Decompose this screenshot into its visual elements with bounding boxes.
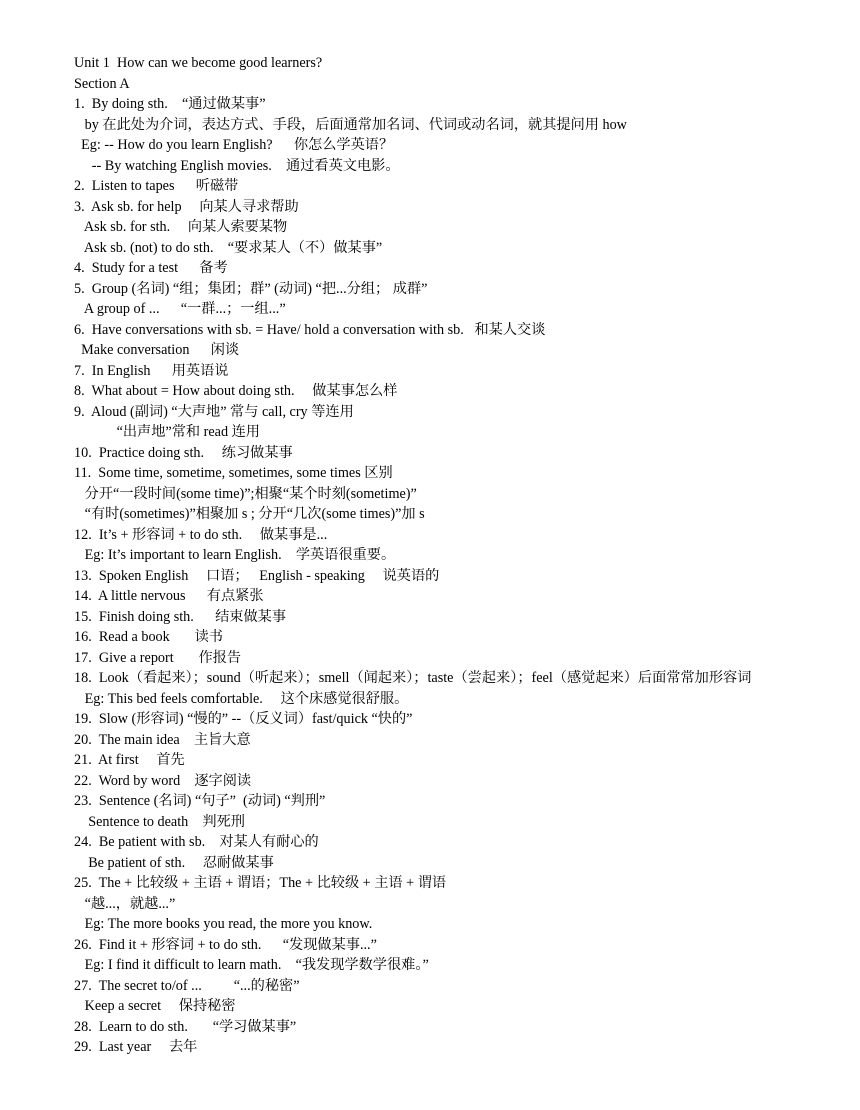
text-line: 12. It’s + 形容词 + to do sth. 做某事是... xyxy=(74,526,328,543)
text-line: by 在此处为介词，表达方式、手段，后面通常加名词、代词或动名词，就其提问用 how xyxy=(74,116,627,133)
section-heading: Section A xyxy=(74,75,130,92)
text-line: Eg: I find it difficult to learn math. “我发现学数学很难。” xyxy=(74,957,429,973)
text-line: “有时(sometimes)”相聚加 s ; 分开“几次(some times)”加 s xyxy=(74,506,425,522)
text-line: 17. Give a report 作报告 xyxy=(74,649,242,666)
text-line: 22. Word by word 逐字阅读 xyxy=(74,772,252,789)
text-line: Make conversation 闲谈 xyxy=(74,342,240,358)
text-line: 29. Last year 去年 xyxy=(74,1039,198,1055)
text-line: 21. At first 首先 xyxy=(74,752,185,768)
text-line: 27. The secret to/of ... “...的秘密” xyxy=(74,977,300,994)
text-line: 4. Study for a test 备考 xyxy=(74,260,228,276)
text-line: Be patient of sth. 忍耐做某事 xyxy=(74,854,274,871)
text-line: 7. In English 用英语说 xyxy=(74,362,229,379)
text-line: 14. A little nervous 有点紧张 xyxy=(74,588,264,604)
text-line: 16. Read a book 读书 xyxy=(74,629,223,645)
text-line: 8. What about = How about doing sth. 做某事怎么样 xyxy=(74,383,398,399)
text-line: 3. Ask sb. for help 向某人寻求帮助 xyxy=(74,198,299,215)
text-line: “出声地”常和 read 连用 xyxy=(74,424,260,440)
text-line: 26. Find it + 形容词 + to do sth. “发现做某事...” xyxy=(74,936,377,953)
text-line: 分开“一段时间(some time)”;相聚“某个时刻(sometime)” xyxy=(74,485,417,502)
text-line: 28. Learn to do sth. “学习做某事” xyxy=(74,1018,297,1035)
text-line: 25. The + 比较级 + 主语 + 谓语；The + 比较级 + 主语 + 谓语 xyxy=(74,875,447,891)
text-line: 6. Have conversations with sb. = Have/ hold a conversation with sb. 和某人交谈 xyxy=(74,321,546,338)
text-line: Sentence to death 判死刑 xyxy=(74,813,245,830)
text-line: 19. Slow (形容词) “慢的” --（反义词）fast/quick “快的” xyxy=(74,711,413,727)
text-line: 11. Some time, sometime, sometimes, some times 区别 xyxy=(74,465,393,481)
text-line: 5. Group (名词) “组；集团；群” (动词) “把...分组； 成群” xyxy=(74,280,428,297)
text-line: 20. The main idea 主旨大意 xyxy=(74,731,251,748)
text-line: 23. Sentence (名词) “句子” (动词) “判刑” xyxy=(74,793,326,809)
text-line: Eg: The more books you read, the more you know. xyxy=(74,916,373,932)
text-line: Eg: It’s important to learn English. 学英语很重要。 xyxy=(74,547,396,563)
text-line: 9. Aloud (副词) “大声地” 常与 call, cry 等连用 xyxy=(74,403,354,420)
text-line: 13. Spoken English 口语； English - speaking 说英语的 xyxy=(74,567,440,584)
text-line-wrapped: 18. Look（看起来）；sound（听起来）；smell（闻起来）；taste（尝起来）；feel（感觉起来）后面常常加形容词 xyxy=(74,670,752,686)
text-line: Ask sb. (not) to do sth. “要求某人（不）做某事” xyxy=(74,239,383,256)
text-line: 1. By doing sth. “通过做某事” xyxy=(74,96,266,112)
unit-title: Unit 1 How can we become good learners? xyxy=(74,55,323,71)
text-line: Eg: This bed feels comfortable. 这个床感觉很舒服。 xyxy=(74,690,409,707)
text-line: 2. Listen to tapes 听磁带 xyxy=(74,178,239,194)
text-line: 24. Be patient with sb. 对某人有耐心的 xyxy=(74,834,319,850)
text-line: -- By watching English movies. 通过看英文电影。 xyxy=(74,157,400,174)
text-line: Keep a secret 保持秘密 xyxy=(74,998,236,1014)
text-line: A group of ... “一群...；一组...” xyxy=(74,301,286,317)
text-line: Ask sb. for sth. 向某人索要某物 xyxy=(74,219,288,235)
text-line: 15. Finish doing sth. 结束做某事 xyxy=(74,608,287,625)
text-line: 10. Practice doing sth. 练习做某事 xyxy=(74,444,293,461)
text-line: Eg: -- How do you learn English? 你怎么学英语？ xyxy=(74,137,394,153)
text-line: “越...，就越...” xyxy=(74,895,176,912)
document-body xyxy=(74,53,794,1058)
